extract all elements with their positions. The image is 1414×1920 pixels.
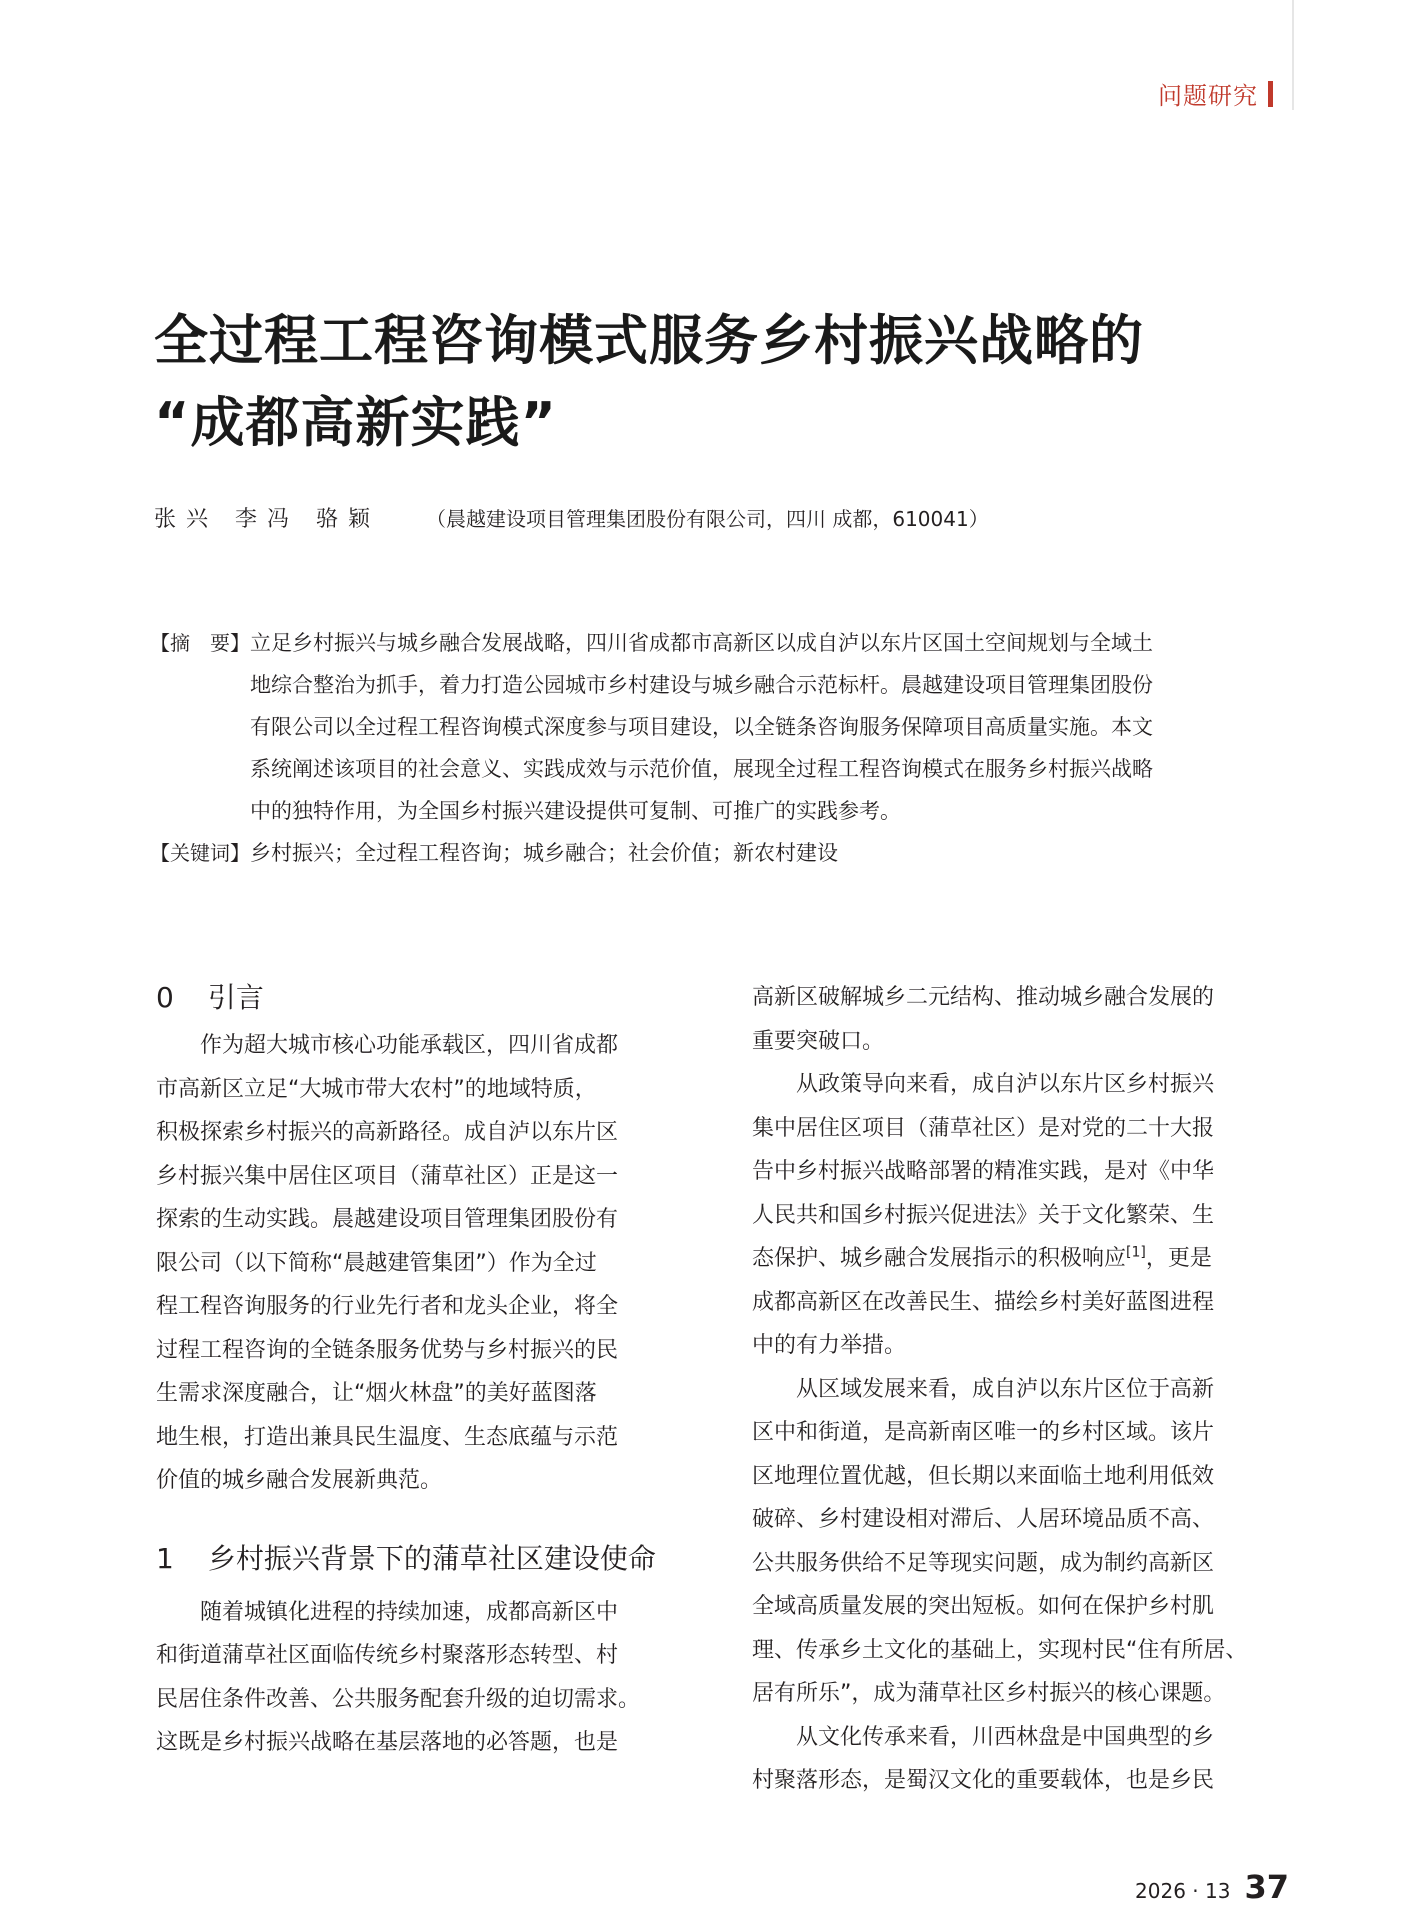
left-column [156,972,701,1765]
authors: 张兴 李冯 骆颖 [154,507,380,532]
abstract-line: 有限公司以全过程工程咨询模式深度参与项目建设，以全链条咨询服务保障项目高质量实施。本文 [250,715,1153,739]
paragraph [752,976,1297,1063]
section-title: 引言 [207,981,264,1014]
text-line: 公共服务供给不足等现实问题，成为制约高新区 [752,1550,1215,1576]
text-fragment: ，更是 [1145,1246,1212,1271]
article-title [154,300,1254,464]
text-line: 程工程咨询服务的行业先行者和龙头企业，将全 [156,1294,619,1319]
paragraph-intro [156,1024,701,1503]
text-line: 理、传承乡土文化的基础上，实现村民“住有所居、 [752,1637,1248,1663]
text-line: 区中和街道，是高新南区唯一的乡村区域。该片 [752,1420,1215,1445]
affiliation: （晨越建设项目管理集团股份有限公司，四川 成都，610041） [426,507,989,531]
section-number: 0 [156,981,174,1014]
text-line: 中的有力举措。 [752,1333,907,1358]
abstract-line: 立足乡村振兴与城乡融合发展战略，四川省成都市高新区以成自泸以东片区国土空间规划与全域土 [250,631,1153,655]
right-column [752,976,1297,1803]
text-line: 全域高质量发展的突出短板。如何在保护乡村肌 [752,1594,1215,1619]
text-line: 价值的城乡融合发展新典范。 [156,1468,443,1493]
byline [154,502,1274,533]
text-line: 市高新区立足“大城市带大农村”的地域特质， [156,1076,597,1102]
section-title: 乡村振兴背景下的蒲草社区建设使命 [207,1541,656,1575]
title-line-2: “成都高新实践” [154,391,557,454]
text-line: 重要突破口。 [752,1028,885,1054]
header-rule [1292,0,1294,110]
text-line: 成都高新区在改善民生、描绘乡村美好蓝图进程 [752,1289,1215,1315]
section-number: 1 [156,1541,174,1575]
paragraph [752,1063,1297,1368]
text-line: 乡村振兴集中居住区项目（蒲草社区）正是这一 [156,1163,619,1189]
text-line: 从区域发展来看，成自泸以东片区位于高新 [796,1376,1215,1402]
text-line: 村聚落形态，是蜀汉文化的重要载体，也是乡民 [752,1768,1215,1793]
text-line: 和街道蒲草社区面临传统乡村聚落形态转型、村 [156,1643,619,1668]
abstract-block [150,622,1295,874]
text-line: 人民共和国乡村振兴促进法》关于文化繁荣、生 [752,1202,1215,1228]
issue-number: 2026 · 13 [1135,1879,1231,1903]
text-line: 这既是乡村振兴战略在基层落地的必答题，也是 [156,1730,619,1755]
text-line: 居有所乐”，成为蒲草社区乡村振兴的核心课题。 [752,1681,1226,1706]
page-number: 37 [1244,1868,1289,1906]
text-line: 高新区破解城乡二元结构、推动城乡融合发展的 [752,985,1215,1010]
text-line: 民居住条件改善、公共服务配套升级的迫切需求。 [156,1686,641,1712]
text-line: 从政策导向来看，成自泸以东片区乡村振兴 [796,1072,1215,1097]
text-line: 地生根，打造出兼具民生温度、生态底蕴与示范 [156,1424,619,1450]
citation-ref[interactable]: [1] [1126,1244,1146,1261]
text-line: 过程工程咨询的全链条服务优势与乡村振兴的民 [156,1337,619,1363]
title-line-1: 全过程工程咨询模式服务乡村振兴战略的 [154,309,1144,372]
text-line: 作为超大城市核心功能承载区，四川省成都 [200,1033,619,1058]
text-line: 告中乡村振兴战略部署的精准实践，是对《中华 [752,1159,1215,1184]
text-line: 积极探索乡村振兴的高新路径。成自泸以东片区 [156,1120,619,1145]
abstract-line: 系统阐述该项目的社会意义、实践成效与示范价值，展现全过程工程咨询模式在服务乡村振兴战略 [250,757,1153,781]
text-line: 随着城镇化进程的持续加速，成都高新区中 [200,1599,619,1625]
text-fragment: 态保护、城乡融合发展指示的积极响应 [752,1246,1127,1271]
section-tag-label: 问题研究 [1158,82,1258,110]
text-line: 区地理位置优越，但长期以来面临土地利用低效 [752,1463,1215,1489]
paragraph [752,1716,1297,1803]
section-tag [1158,76,1273,111]
text-line: 集中居住区项目（蒲草社区）是对党的二十大报 [752,1115,1215,1141]
text-line: 从文化传承来看，川西林盘是中国典型的乡 [796,1724,1215,1750]
section-heading-1 [156,1533,701,1585]
text-line: 限公司（以下简称“晨越建管集团”）作为全过 [156,1250,597,1276]
text-line: 破碎、乡村建设相对滞后、人居环境品质不高、 [752,1507,1215,1532]
text-line: 探索的生动实践。晨越建设项目管理集团股份有 [156,1207,619,1232]
keywords-text: 乡村振兴；全过程工程咨询；城乡融合；社会价值；新农村建设 [250,841,838,865]
page-footer [1135,1868,1289,1906]
section-tag-bar [1268,81,1273,107]
abstract-text [250,622,1295,832]
paragraph [156,1591,701,1765]
abstract-line: 中的独特作用，为全国乡村振兴建设提供可复制、可推广的实践参考。 [250,799,901,823]
text-line: 生需求深度融合，让“烟火林盘”的美好蓝图落 [156,1381,597,1406]
abstract-label: 【摘 要】 [150,631,250,655]
text-line [752,1237,1297,1281]
paragraph [752,1368,1297,1716]
keywords-label: 【关键词】 [150,841,250,865]
section-heading-0 [156,972,701,1024]
abstract-line: 地综合整治为抓手，着力打造公园城市乡村建设与城乡融合示范标杆。晨越建设项目管理集团股份 [250,673,1153,697]
